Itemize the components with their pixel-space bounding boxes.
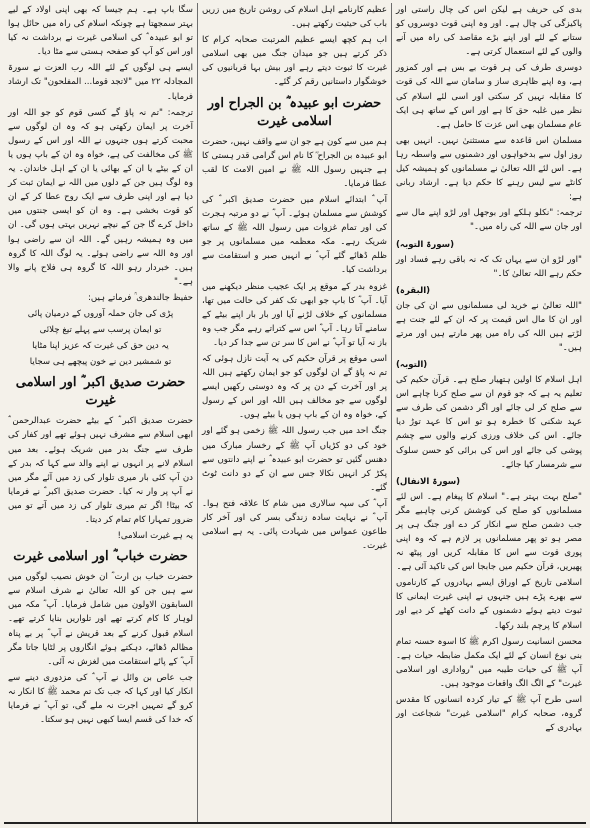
paragraph: ایسے ہی لوگوں کے لئے اللہ رب العزت نے سورۃ المجادلہ ۲۲ میں "لاتجد قوما... المفلحون" تک ارشاد فرمایا۔ (8, 63, 193, 102)
verse-translation: ترجمہ: "نکلو ہلکے اور بوجھل اور لڑو اپنے مال سے اور جان سے اللہ کی راہ میں۔" (396, 208, 582, 233)
paragraph: ہم میں سے کون ہے جو ان سے واقف نہیں، حضرت ابو عبیدہ بن الجراح ؓ کا نام اس گرامی قدر ہستی کا ہے جنہیں رسول اللہ ﷺ نے امین الامت کا لقب عطا فرمایا۔ (202, 136, 387, 189)
surah-reference: (سورۃ التوبہ) (396, 239, 454, 250)
section-heading: حضرت ابو عبیدہ ؓ بن الجراح اور اسلامی غیرت (207, 95, 382, 129)
section-heading: حضرت خباب ؓ اور اسلامی غیرت (13, 549, 188, 565)
paragraph: محسن انسانیت رسول اکرم ﷺ کا اسوہ حسنہ تمام بنی نوع انسان کے لئے ایک مکمل ضابطہ حیات ہے۔ آپ ﷺ کی حیات طیبہ میں "رواداری اور اسلامی غیرت" کے الگ الگ واقعات موجود ہیں۔ (396, 636, 582, 689)
paragraph: جب عاص بن وائل نے آپ ؓ کی مزدوری دینے سے انکار کیا اور کہا کہ جب تک تم محمد ﷺ کا انکار نہ کرو گے تمہیں اجرت نہ ملے گی، تو آپ ؓ نے فرمایا کہ خدا کی قسم ایسا کبھی نہیں ہو سکتا۔ (8, 672, 193, 726)
paragraph: جنگ احد میں جب رسول اللہ ﷺ زخمی ہو گئے اور خود کی دو کڑیاں آپ ﷺ کے رخسار مبارک میں دھنس گئیں تو حضرت ابو عبیدہ ؓ نے اپنے دانتوں سے پکڑ کر انہیں نکالا جس سے ان کے دو دانت ٹوٹ گئے۔ (202, 426, 387, 493)
paragraph: حضرت خباب بن ارت ؓ ان خوش نصیب لوگوں میں سے ہیں جن کو اللہ تعالیٰ نے شرف اسلام سے السابقون الاولون میں شامل فرمایا۔ آپ ؓ مکہ میں لوہار کا کام کرتے تھے اور تلواریں بنایا کرتے تھے۔ اسلام قبول کرنے کے بعد قریش نے آپ ؓ پر بے پناہ مظالم ڈھائے، دہکتے ہوئے انگاروں پر لٹایا جاتا مگر آپ ؓ کے پائے استقامت میں لغزش نہ آئی۔ (8, 572, 193, 667)
poetry-verse: تو شمشیر دین نے خون پیچھے ہی سجایا (29, 357, 172, 368)
poetry-verse: یہ دین حق کی غیرت کہ عزیز اپنا مٹایا (32, 341, 169, 352)
paragraph: اسلامی تاریخ کے اوراق ایسے بہادروں کے کارناموں سے بھرے پڑے ہیں جنہوں نے اپنی غیرت ایمانی کا ثبوت دیتے ہوئے دشمنوں کے دانت کھٹے کر دیے اور اسلام کا پرچم بلند رکھا۔ (396, 578, 582, 631)
bottom-rule (4, 822, 586, 824)
verse-translation: "اللہ تعالیٰ نے خرید لی مسلمانوں سے ان کی جان اور ان کا مال اس قیمت پر کہ ان کے لئے جنت ہے لڑتے ہیں اللہ کی راہ میں پھر مارتے ہیں اور مرتے ہیں۔" (396, 300, 582, 353)
surah-reference: (سورۃ الانفال) (396, 476, 461, 487)
paragraph: یہ ہے غیرت اسلامی! (117, 531, 193, 542)
verse-translation: ترجمہ: "تم نہ پاؤ گے کسی قوم کو جو اللہ اور آخرت پر ایمان رکھتی ہو کہ وہ ان لوگوں سے محبت کرتے ہوں جنہوں نے اللہ اور اس کے رسول ﷺ کی مخالفت کی ہے، خواہ وہ ان کے باپ ہوں یا ان کے بیٹے یا ان کے بھائی یا ان کے اہل خاندان۔ یہ وہ لوگ ہیں جن کے دلوں میں اللہ نے ایمان ثبت کر دیا ہے اور اپنی طرف سے ایک روح عطا کر کے ان کو قوت بخشی ہے۔ وہ ان کو ایسی جنتوں میں داخل کرے گا جن کے نیچے نہریں بہتی ہوں گی۔ ان میں وہ ہمیشہ رہیں گے۔ اللہ ان سے راضی ہوا اور وہ اللہ سے راضی ہوئے۔ یہ لوگ اللہ کا گروہ ہیں۔ خبردار رہو اللہ کا گروہ ہی فلاح پانے والا ہے۔" (8, 107, 193, 287)
paragraph: غزوہ بدر کے موقع پر ایک عجیب منظر دیکھنے میں آیا۔ آپ ؓ کا باپ جو ابھی تک کفر کی حالت میں تھا، مسلمانوں کے خلاف لڑنے آیا اور بار بار اپنے بیٹے کے سامنے آتا رہا۔ آپ ؓ اس سے کتراتے رہے مگر جب وہ باز نہ آیا تو آپ ؓ نے اس کا سر تن سے جدا کر دیا۔ (202, 281, 387, 348)
poetry-verse: تو ایمان پرسب سے پہلے تیغ چلائی (39, 325, 162, 336)
section-heading: حضرت صدیق اکبر ؓ اور اسلامی غیرت (15, 375, 186, 409)
paragraph: حضرت صدیق اکبر ؓ کے بیٹے حضرت عبدالرحمن ؓ ابھی اسلام سے مشرف نہیں ہوئے تھے اور کفار کی طرف سے جنگ بدر میں شریک ہوئے۔ بعد میں اسلام لانے پر انہوں نے اپنے والد سے کہا کہ بدر کے دن آپ کئی بار میری تلوار کی زد میں آئے مگر میں نے آپ پر وار نہ کیا۔ حضرت صدیق اکبر ؓ نے فرمایا کہ بیٹا! اگر تم میری تلوار کی زد میں آتے تو میں ضرور تمہارا کام تمام کر دیتا۔ (8, 416, 193, 525)
paragraph: اسی طرح آپ ﷺ کے تیار کردہ انسانوں کا مقدس گروہ، صحابہ کرام "اسلامی غیرت" شجاعت اور بہادری کے (396, 695, 582, 734)
column-middle (198, 3, 392, 823)
paragraph: اسی موقع پر قرآن حکیم کی یہ آیت نازل ہوئی کہ تم نہ پاؤ گے ان لوگوں کو جو ایمان رکھتے ہیں اللہ پر اور آخرت کے دن پر کہ وہ دوستی رکھیں ایسے لوگوں سے جو مخالف ہیں اللہ اور اس کے رسول کے، خواہ وہ ان کے باپ ہوں یا بیٹے ہوں۔ (202, 353, 387, 421)
paragraph: مسلمان اس قاعدہ سے مستثنیٰ نہیں۔ انہیں بھی روز اول سے بدخواہوں اور دشمنوں سے واسطہ رہا ہے۔ اس لئے اللہ تعالیٰ نے مسلمانوں کو ہمیشہ کیل کانٹے سے لیس رہنے کا حکم دیا ہے۔ ارشاد ربانی ہے: (396, 135, 582, 203)
paragraph: اب ہم کچھ ایسے عظیم المرتبت صحابہ کرام کا ذکر کرتے ہیں جو میدان جنگ میں بھی اسلامی غیرت کا ثبوت دیتے رہے اور بیش بہا قربانیوں کی خوشگوار داستانیں رقم کر گئے۔ (202, 35, 387, 88)
surah-reference: (التوبہ) (396, 360, 428, 371)
verse-translation: "اور لڑو ان سے یہاں تک کہ نہ باقی رہے فساد اور حکم رہے اللہ تعالیٰ کا۔" (396, 254, 582, 279)
poet-attribution: حفیظ جالندھری ؒ فرماتے ہیں: (88, 292, 193, 303)
paragraph: آپ ؓ کی سپہ سالاری میں شام کا علاقہ فتح ہوا۔ آپ ؓ نے نہایت سادہ زندگی بسر کی اور آخر کار طاعون عمواس میں شہادت پائی۔ یہ ہے اسلامی غیرت۔ (202, 498, 387, 552)
paragraph: آپ ؓ ابتدائے اسلام میں حضرت صدیق اکبر ؓ کی کوشش سے مسلمان ہوئے۔ آپ ؓ نے دو مرتبہ ہجرت کی اور تمام غزوات میں رسول اللہ ﷺ کے ساتھ شریک رہے۔ مکہ معظمہ میں مسلمانوں پر جو ظلم ڈھائے گئے آپ ؓ نے انہیں صبر و استقامت سے برداشت کیا۔ (202, 194, 387, 276)
surah-reference: (البقرہ) (396, 285, 431, 296)
column-right (392, 3, 586, 823)
paragraph: سگا باپ ہے۔ ہم جیسا کہ بھی اپنی اولاد کے لیے بہتر سمجھتا ہے چونکہ اسلام کی راہ میں حائل ہوا تو ابو عبیدہ ؓ کی اسلامی غیرت نے برداشت نہ کیا اور اس کو آپ کو صفحہ ہستی سے مٹا دیا۔ (8, 5, 193, 58)
column-left (4, 3, 198, 823)
paragraph: "صلح بہت بہتر ہے۔" اسلام کا پیغام ہے۔ اس لئے مسلمانوں کو صلح کی کوشش کرنی چاہیے مگر جب دشمن صلح سے انکار کر دے اور جنگ ہی پر مصر ہو تو پھر مسلمانوں پر لازم ہے کہ وہ اپنی پوری قوت سے اس کا مقابلہ کریں اور پیٹھ نہ پھیریں، قرآن حکیم میں جابجا اس کی تاکید آئی ہے۔ (396, 491, 582, 573)
paragraph: عظیم کارنامے اہل اسلام کی روشن تاریخ میں زریں باب کی حیثیت رکھتے ہیں۔ (202, 5, 387, 30)
paragraph: دوسری طرف کی ہر قوت بے بس ہے اور کمزور ہے، وہ اپنے ظاہری ساز و سامان سے اللہ کی قوت کا مقابلہ نہیں کر سکتی اور اسی لئے اسلام کی نظر میں غلبہ حق کا ہے اور اس کے ساتھ ہی ایک عام مسلمان بھی اس عزت کا حامل ہے۔ (396, 63, 582, 130)
poetry-verse: پڑی کی جان حملہ آوروں کے درمیان پائی (27, 308, 174, 319)
paragraph: بدی کی حریف ہے لیکن اس کی چال راستی اور پاکیزگی کی چال ہے۔ اور وہ اپنی قوت دوسروں کو ستانے کے لئے اور اپنے بڑے مقاصد کی راہ میں آنے والوں کے لئے استعمال کرتی ہے۔ (396, 5, 582, 58)
paragraph: اہل اسلام کا اولین ہتھیار صلح ہے۔ قرآن حکیم کی تعلیم یہ ہے کہ جو قوم ان سے صلح کرنا چاہے اس سے صلح کر لی جائے اور اگر دشمن کی طرف سے عہد شکنی کا خطرہ ہو تو اس کا عہد توڑ دیا جائے۔ اس کی خلاف ورزی کرنے والوں سے چشم پوشی کی جائے اور اس کی برائی کو حسن سلوک سے شرمسار کیا جائے۔ (396, 375, 582, 470)
